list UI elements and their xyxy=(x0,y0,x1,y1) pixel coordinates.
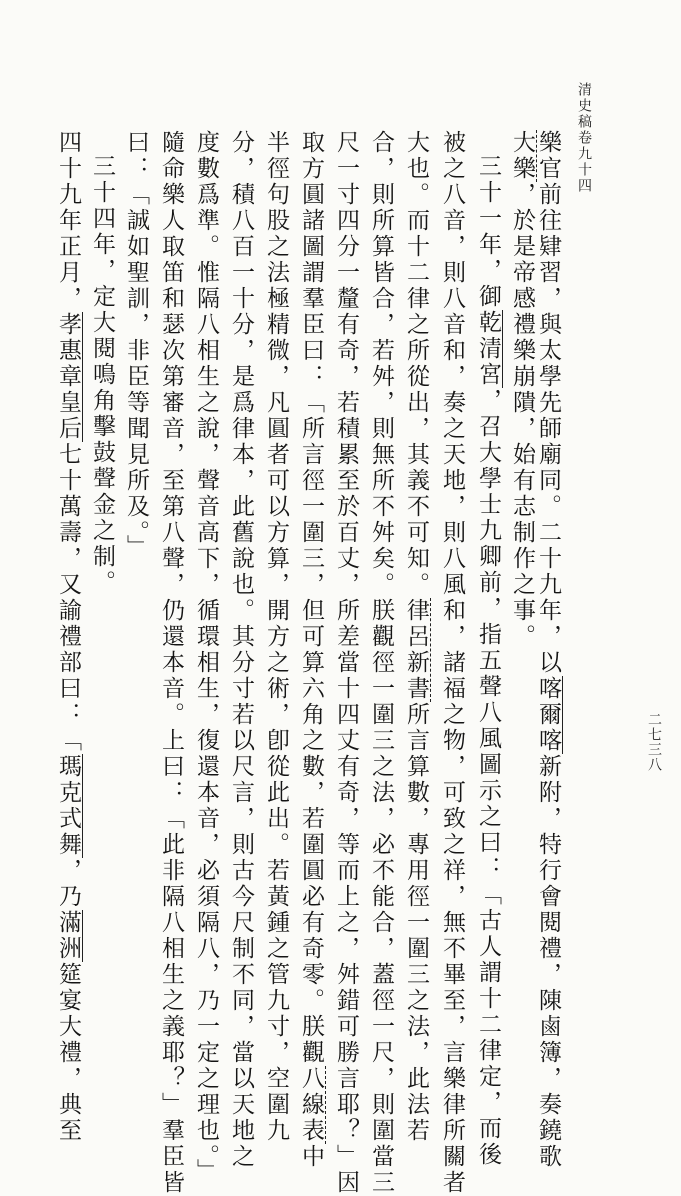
text-column xyxy=(90,154,113,596)
proper-name-mark: 喀爾喀 xyxy=(535,676,561,754)
proper-name-mark: 乾清宮 xyxy=(475,310,501,388)
proper-name-mark: 瑪克式舞 xyxy=(55,754,81,858)
page-number: 二七三八 xyxy=(646,712,662,772)
text-segment: 三十四年，定大閱鳴角擊鼓聲金之制。 xyxy=(89,154,115,596)
text-segment: 取方圓諸圖謂羣臣曰：「所言徑一圍三，但可算六角之數，若圍圓必有奇零。朕觀 xyxy=(298,130,324,1066)
text-segment: 中 xyxy=(298,1144,324,1170)
text-segment: 曰：「誠如聖訓，非臣等聞見所及。」 xyxy=(123,130,149,561)
text-segment: 分，積八百一十分，是爲律本，此舊說也。其分寸若以尺言，則古今尺制不同，當以天地之 xyxy=(228,130,254,1170)
text-column xyxy=(229,130,252,1170)
text-column xyxy=(440,130,463,1196)
text-column xyxy=(159,130,182,1196)
text-segment: ，召大學士九卿前，指五聲八風圖示之曰：「古人謂十二律定，而後 xyxy=(475,388,501,1168)
text-segment: ，於是帝感禮樂崩隤，始有志制作之事。 xyxy=(509,182,535,650)
proper-name-mark: 滿洲 xyxy=(55,910,81,962)
text-segment: 三十一年，御 xyxy=(475,154,501,310)
text-column xyxy=(334,130,357,1196)
text-segment: 尺一寸四分一釐有奇，若積累至於百丈，所差當十四丈有奇，等而上之，舛錯可勝言耶？」因 xyxy=(333,130,359,1196)
text-segment: 大也。而十二律之所從出，其義不可知。 xyxy=(403,130,429,598)
text-segment: 樂官前往肄習，與太學先師廟同。二十九年，以 xyxy=(535,130,561,676)
text-column xyxy=(264,130,287,1144)
title-mark: 律呂新書 xyxy=(403,598,429,702)
text-column xyxy=(299,130,322,1170)
title-mark: 大樂 xyxy=(509,130,535,182)
text-column xyxy=(124,130,147,561)
text-segment: 新附，特行會閱禮，陳鹵簿，奏鐃歌 xyxy=(535,754,561,1170)
text-segment: 半徑句股之法極精微，凡圓者可以方算，開方之術，卽從此出。若黃鍾之管九寸，空圍九 xyxy=(263,130,289,1144)
text-segment: 隨命樂人取笛和瑟次第審音，至第八聲，仍還本音。上曰：「此非隔八相生之義耶？」羣臣皆 xyxy=(158,130,184,1196)
text-segment: 七十萬壽，又諭禮部曰：「 xyxy=(55,442,81,754)
text-segment: 度數爲準。惟隔八相生之說，聲音高下，循環相生，復還本音，必須隔八，乃一定之理也。」 xyxy=(193,130,219,1185)
proper-name-mark: 孝惠章皇后 xyxy=(55,312,81,442)
text-segment: 筵宴大禮，典至 xyxy=(55,962,81,1144)
text-column xyxy=(194,130,217,1185)
text-column xyxy=(369,130,392,1196)
text-segment: 所言算數，專用徑一圍三之法，此法若 xyxy=(403,702,429,1144)
text-segment: 四十九年正月， xyxy=(55,130,81,312)
text-segment: 被之八音，則八音和，奏之天地，則八風和，諸福之物，可致之祥，無不畢至，言樂律所關者 xyxy=(439,130,465,1196)
title-mark: 八線表 xyxy=(298,1066,324,1144)
running-header: 清史稿卷九十四 xyxy=(576,82,592,194)
text-column xyxy=(404,130,427,1144)
text-column xyxy=(536,130,559,1170)
text-column xyxy=(476,154,499,1168)
text-column xyxy=(510,130,533,650)
text-column xyxy=(56,130,79,1144)
text-segment: ，乃 xyxy=(55,858,81,910)
text-segment: 合，則所算皆合，若舛，則無所不舛矣。朕觀徑一圍三之法，必不能合，蓋徑一尺，則圍當三 xyxy=(368,130,394,1196)
